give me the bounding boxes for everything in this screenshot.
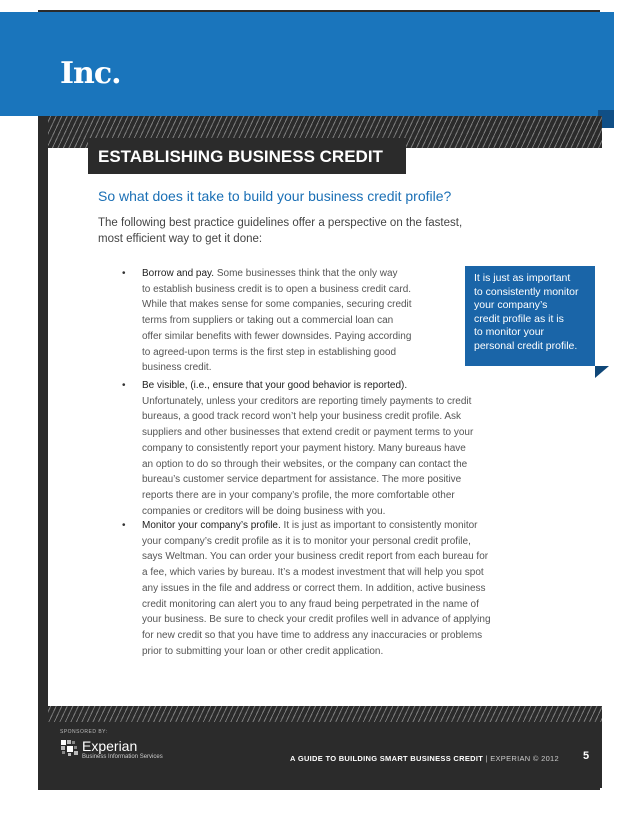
footer-publisher: EXPERIAN © 2012	[490, 754, 559, 763]
callout-line: to consistently monitor	[474, 285, 579, 298]
bullet-line: prior to submitting your loan or other credit application.	[142, 645, 384, 657]
bullet-line: to establish business credit is to open a business credit card.	[142, 283, 412, 295]
bullet-be-visible	[110, 378, 530, 519]
bullet-line: company to consistently report your payment history. Many bureaus have	[142, 442, 466, 454]
bullet-dot: •	[122, 268, 126, 279]
bullet-dot: •	[122, 380, 126, 391]
callout-line: personal credit profile.	[474, 339, 578, 352]
footer-guide-title	[290, 754, 559, 763]
bullet-line: It is just as important to consistently monitor	[280, 520, 478, 531]
bullet-line: companies or creditors will be doing business with you.	[142, 505, 386, 517]
bullet-line: terms from suppliers or taking out a commercial loan can	[142, 315, 394, 327]
bullet-monitor-profile	[110, 518, 530, 659]
bullet-line: While that makes sense for some companies, securing credit	[142, 299, 412, 311]
bullet-line: for new credit so that you have time to address any inaccuracies or problems	[142, 629, 483, 641]
footer-hatch-band	[48, 706, 602, 722]
bullet-line: bureau’s customer service department for assistance. The more positive	[142, 474, 462, 486]
callout-fold	[595, 366, 609, 378]
callout-line: your company’s	[474, 299, 548, 311]
bullet-line: a fee, which varies by bureau. It’s a modest investment that will help you spot	[142, 567, 484, 579]
bullet-dot: •	[122, 520, 126, 531]
bullet-line: your company’s credit profile as it is to monitor your personal credit profile,	[142, 535, 471, 547]
bullet-line: your business. Be sure to check your credit profiles well in advance of applying	[142, 614, 491, 626]
bullet-lead: Be visible, (i.e., ensure that your good behavior is reported).	[142, 380, 408, 391]
experian-wordmark: Experian	[82, 738, 138, 754]
section-title: ESTABLISHING BUSINESS CREDIT	[88, 138, 406, 174]
bullet-lead: Monitor your company’s profile.	[142, 520, 281, 531]
page-subtitle: So what does it take to build your business credit profile?	[98, 188, 452, 204]
bullet-line: says Weltman. You can order your business credit report from each bureau for	[142, 551, 489, 563]
pull-quote-callout	[465, 266, 595, 366]
bullet-borrow-and-pay	[110, 266, 440, 376]
experian-subtitle: Business Information Services	[82, 754, 163, 760]
bullet-line: any issues in the file and address or correct them. In addition, active business	[142, 582, 486, 594]
bullet-line: an option to do so through their websites, or the company can contact the	[142, 458, 468, 470]
callout-line: It is just as important	[474, 272, 571, 284]
inc-logo: Inc.	[60, 56, 121, 91]
bullet-line: Some businesses think that the only way	[214, 268, 398, 279]
bullet-line: business credit.	[142, 362, 212, 374]
guide-title: A GUIDE TO BUILDING SMART BUSINESS CREDIT	[290, 754, 484, 763]
intro-line: The following best practice guidelines offer a perspective on the fastest,	[98, 217, 463, 229]
experian-logo-icon	[60, 739, 80, 759]
bullet-line: Unfortunately, unless your creditors are reporting timely payments to credit	[142, 395, 472, 407]
footer-separator: |	[483, 754, 491, 763]
sponsored-by-label: SPONSORED BY:	[60, 729, 108, 735]
bullet-line: suppliers and other businesses that extend credit or payment terms to your	[142, 427, 474, 439]
bullet-line: to agreed-upon terms is the first step in establishing good	[142, 346, 397, 358]
bullet-line: reports there are in your company’s profile, the more comfortable other	[142, 489, 455, 501]
intro-paragraph	[98, 215, 478, 247]
callout-line: to monitor your	[474, 326, 545, 338]
bullet-line: bureaus, a good track record won’t help your business credit profile. Ask	[142, 411, 462, 423]
intro-line: most efficient way to get it done:	[98, 233, 263, 245]
page-number: 5	[583, 750, 590, 762]
bullet-line: credit monitoring can alert you to any fraud being perpetrated in the name of	[142, 598, 479, 610]
bullet-lead: Borrow and pay.	[142, 268, 215, 279]
callout-line: credit profile as it is	[474, 312, 564, 325]
bullet-line: offer similar benefits with fewer downsides. Paying according	[142, 330, 412, 342]
